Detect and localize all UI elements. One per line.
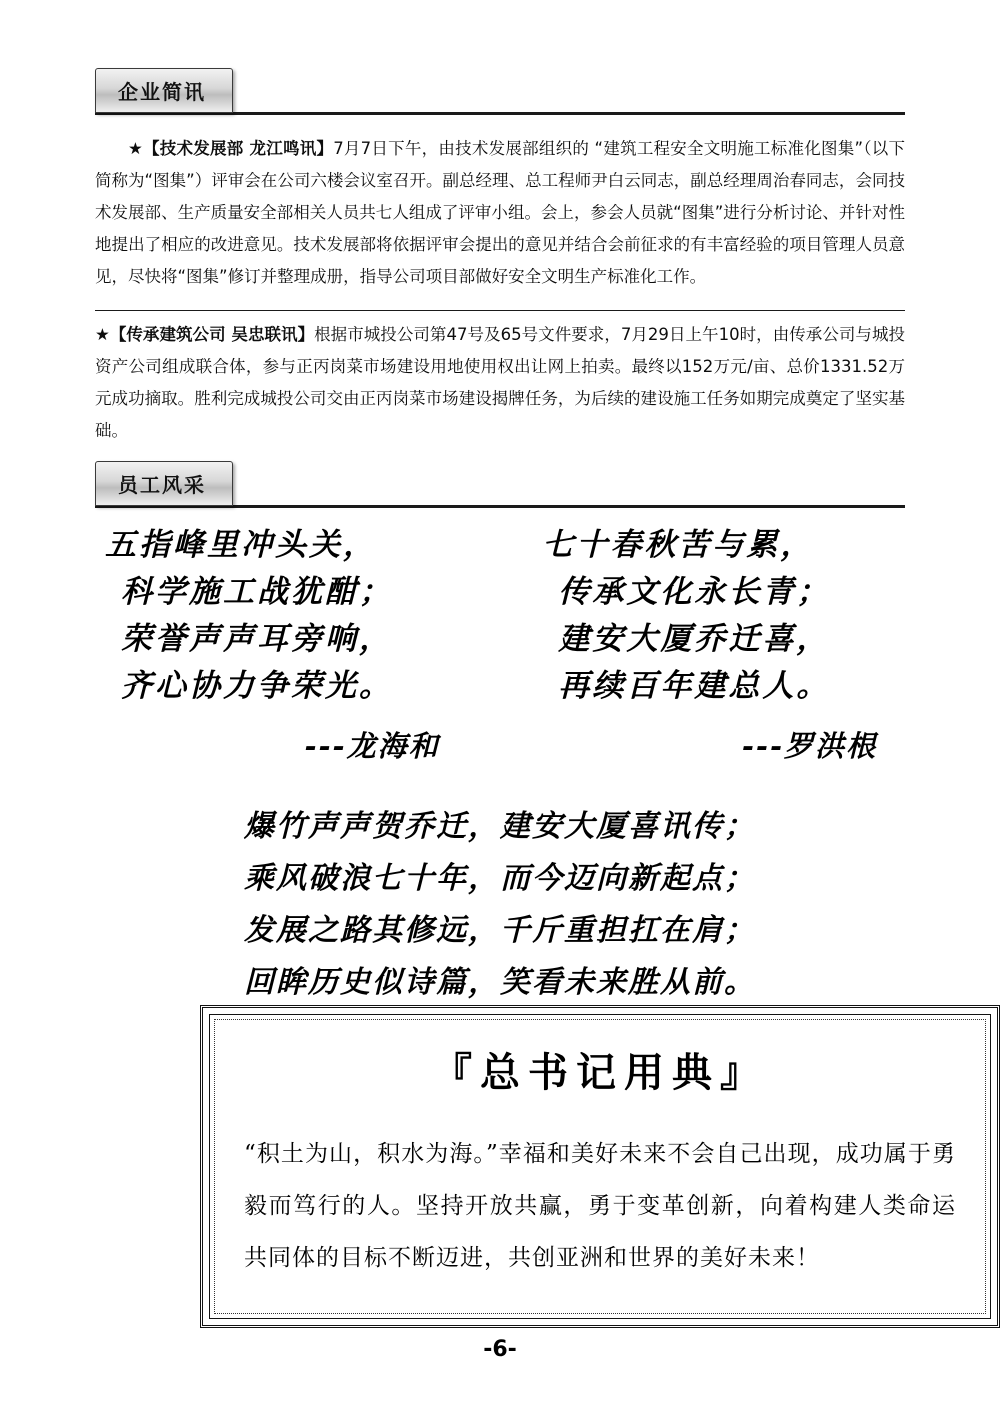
- page-number: -6-: [483, 1337, 517, 1362]
- poem-columns: [95, 522, 905, 765]
- article-2-body: 根据市城投公司第47号及65号文件要求，7月29日上午10时，由传承公司与城投资产公司组成联合体，参与正丙岗菜市场建设用地使用权出让网上拍卖。最终以152万元/亩、总价1331.52万元成功摘取。胜利完成城投公司交由正丙岗菜市场建设揭牌任务，为后续的建设施工任务如期完成奠定了坚实基础。: [95, 324, 905, 440]
- poem-line: 齐心协力争荣光。: [121, 668, 393, 704]
- quote-box-paragraph: “积土为山，积水为海。”幸福和美好未来不会自己出现，成功属于勇毅而笃行的人。坚持开放共赢，勇于变革创新，向着构建人类命运共同体的目标不断迈进，共创亚洲和世界的美好未来！: [244, 1141, 956, 1271]
- poem-line: 发展之路其修远，千斤重担扛在肩；: [244, 913, 756, 948]
- poem-right: [532, 522, 905, 765]
- poem-line: 荣誉声声耳旁响，: [121, 621, 393, 657]
- article-list: [95, 133, 905, 447]
- poem-line: 建安大厦乔迁喜，: [558, 621, 831, 657]
- poem-author: ---龙海和: [304, 729, 440, 763]
- article-divider: [95, 310, 905, 311]
- article-1: [95, 133, 905, 293]
- article-2-lead: ★【传承建筑公司 吴忠联讯】: [95, 324, 315, 344]
- poem-line: 乘风破浪七十年，而今迈向新起点；: [244, 861, 756, 896]
- section-header-staff-style: [95, 463, 905, 508]
- article-1-body: 7月7日下午，由技术发展部组织的 “建筑工程安全文明施工标准化图集”（以下简称为“图集”）评审会在公司六楼会议室召开。副总经理、总工程师尹白云同志，副总经理周治春同志，会同技术发展部、生产质量安全部相关人员共七人组成了评审小组。会上，参会人员就“图集”进行分析讨论、并针对性地提出了相应的改进意见。技术发展部将依据评审会提出的意见并结合会前征求的有丰富经验的项目管理人员意见，尽快将“图集”修订并整理成册，指导公司项目部做好安全文明生产标准化工作。: [95, 139, 905, 286]
- quote-box: [200, 1005, 1000, 1328]
- poem-area: [95, 522, 905, 1060]
- poem-line: 七十春秋苦与累，: [542, 527, 815, 563]
- poem-line: 传承文化永长青；: [558, 574, 831, 610]
- page-content: [95, 70, 905, 1060]
- poem-line: 再续百年建总人。: [558, 668, 831, 704]
- section-header-company-news: [95, 70, 905, 115]
- section-tab-label-2: 员工风采: [95, 461, 233, 506]
- poem-line: 五指峰里冲头关，: [105, 527, 377, 563]
- article-1-lead: ★【技术发展部 龙江鸣讯】: [128, 139, 334, 158]
- poem-left: [95, 522, 468, 765]
- poem-line: 科学施工战犹酣；: [121, 574, 393, 610]
- quote-box-title: 『总书记用典』: [432, 1049, 768, 1096]
- poem-line: 爆竹声声贺乔迁，建安大厦喜讯传；: [244, 809, 756, 844]
- quote-box-inner: [209, 1014, 991, 1319]
- article-2: [95, 319, 905, 447]
- section-tab-label: 企业简讯: [95, 68, 233, 113]
- poem-line: 回眸历史似诗篇，笑看未来胜从前。: [244, 965, 756, 1000]
- poem-author: ---罗洪根: [741, 729, 877, 763]
